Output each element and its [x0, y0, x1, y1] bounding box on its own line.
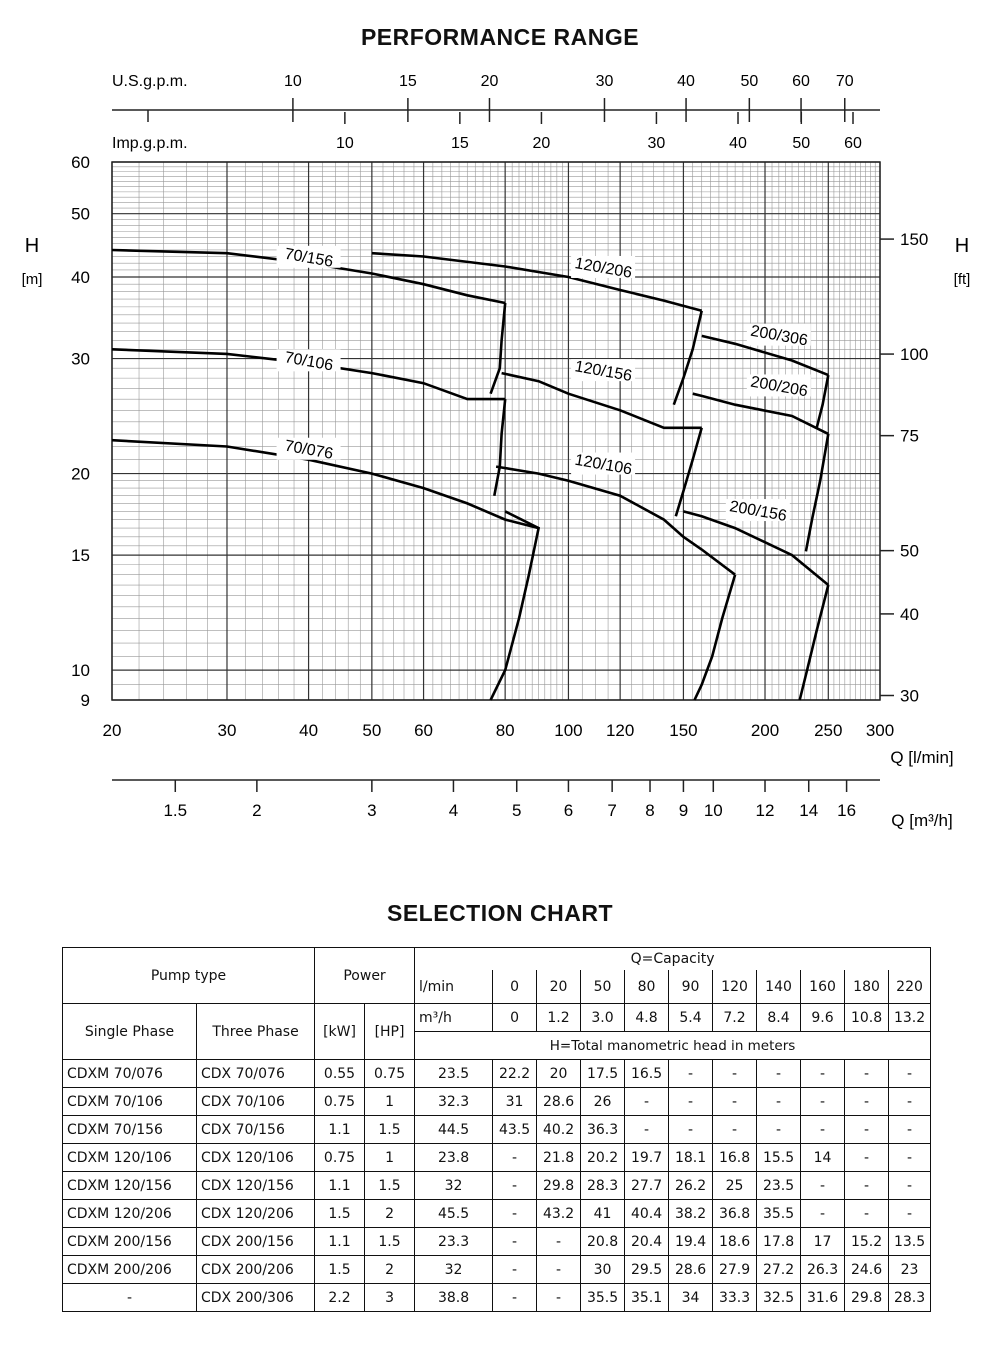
head-value: 43.5 — [493, 1116, 537, 1144]
x-tick-label: 30 — [217, 721, 237, 740]
chart-grid — [112, 162, 880, 700]
y-tick-label: 50 — [71, 204, 90, 224]
head-value: - — [801, 1088, 845, 1116]
us-gpm-tick-label: 60 — [792, 73, 810, 90]
m3h-value: 9.6 — [801, 1004, 845, 1032]
y-axis-symbol-right: H — [954, 235, 970, 257]
head-value: 28.6 — [669, 1256, 713, 1284]
head-value: 31 — [493, 1088, 537, 1116]
table-row — [63, 1088, 931, 1116]
head-value: - — [669, 1060, 713, 1088]
imp-gpm-label: Imp.g.p.m. — [112, 135, 188, 152]
us-gpm-label: U.S.g.p.m. — [112, 73, 188, 90]
imp-gpm-tick-label: 40 — [729, 135, 747, 152]
single-phase-model: CDXM 120/106 — [63, 1144, 197, 1172]
curve-label: 70/156 — [283, 245, 335, 271]
head-value: 40.2 — [537, 1116, 581, 1144]
head-value: 20 — [537, 1060, 581, 1088]
lmin-value: 50 — [581, 970, 625, 1003]
y-tick-label: 60 — [71, 153, 90, 172]
us-gpm-tick-label: 30 — [595, 73, 614, 90]
table-row — [63, 1116, 931, 1144]
head-value: 24.6 — [845, 1256, 889, 1284]
power-kw: 1.1 — [315, 1228, 365, 1256]
power-kw: 1.1 — [315, 1116, 365, 1144]
three-phase-model: CDX 120/156 — [197, 1172, 315, 1200]
power-hp: 1.5 — [365, 1172, 415, 1200]
head-value: 13.5 — [889, 1228, 931, 1256]
y-tick-label: 10 — [71, 661, 90, 681]
head-value: 23.5 — [757, 1172, 801, 1200]
head-value: - — [845, 1200, 889, 1228]
power-hp: 1.5 — [365, 1116, 415, 1144]
head-value: - — [493, 1228, 537, 1256]
head-value: - — [669, 1088, 713, 1116]
table-row — [63, 1060, 931, 1088]
head-value: 23.8 — [415, 1144, 493, 1172]
head-value: 14 — [801, 1144, 845, 1172]
m3h-value: 4.8 — [625, 1004, 669, 1032]
table-row — [63, 1144, 931, 1172]
m3h-tick-label: 10 — [703, 801, 723, 820]
curve-120-156 — [502, 373, 702, 428]
head-value: - — [493, 1172, 537, 1200]
head-value: - — [845, 1172, 889, 1200]
us-gpm-tick-label: 20 — [480, 73, 499, 90]
power-hp: 1 — [365, 1088, 415, 1116]
table-row — [63, 1200, 931, 1228]
lmin-value: 80 — [625, 970, 669, 1003]
head-value: - — [889, 1172, 931, 1200]
power-hp: 1 — [365, 1144, 415, 1172]
head-label: H=Total manometric head in meters — [415, 1032, 931, 1060]
head-value: 23.3 — [415, 1228, 493, 1256]
head-value: - — [801, 1200, 845, 1228]
y-axis-symbol-left: H — [24, 235, 40, 257]
head-value: 18.1 — [669, 1144, 713, 1172]
table-header-row — [63, 948, 931, 971]
m3h-value: 3.0 — [581, 1004, 625, 1032]
power-kw: 1.1 — [315, 1172, 365, 1200]
y-tick-label: 40 — [71, 267, 90, 287]
head-value: 23.5 — [415, 1060, 493, 1088]
head-value: 17.5 — [581, 1060, 625, 1088]
head-value: 30 — [581, 1256, 625, 1284]
table-row — [63, 1256, 931, 1284]
three-phase-header: Three Phase — [197, 1004, 315, 1060]
x-tick-label: 100 — [554, 721, 583, 740]
x-tick-label: 20 — [102, 721, 122, 740]
power-kw: 1.5 — [315, 1200, 365, 1228]
head-value: - — [889, 1116, 931, 1144]
head-value: - — [801, 1116, 845, 1144]
power-kw: 0.75 — [315, 1088, 365, 1116]
head-value: - — [669, 1116, 713, 1144]
head-value: - — [713, 1060, 757, 1088]
head-value: - — [801, 1172, 845, 1200]
curve-120-206 — [372, 253, 702, 311]
head-value: - — [757, 1088, 801, 1116]
lmin-value: 140 — [757, 970, 801, 1003]
head-value: 18.6 — [713, 1228, 757, 1256]
head-value: 17.8 — [757, 1228, 801, 1256]
power-hp: 2 — [365, 1256, 415, 1284]
table-row — [63, 1172, 931, 1200]
head-value: - — [625, 1116, 669, 1144]
ft-tick-label: 150 — [900, 230, 929, 250]
three-phase-model: CDX 200/206 — [197, 1256, 315, 1284]
ft-tick-label: 75 — [900, 426, 919, 446]
head-value: 41 — [581, 1200, 625, 1228]
m3h-value: 7.2 — [713, 1004, 757, 1032]
chart-title: PERFORMANCE RANGE — [360, 24, 640, 50]
head-value: 38.2 — [669, 1200, 713, 1228]
head-value: 21.8 — [537, 1144, 581, 1172]
three-phase-model: CDX 120/206 — [197, 1200, 315, 1228]
ft-tick-label: 30 — [900, 686, 919, 706]
head-value: - — [625, 1088, 669, 1116]
chart-curves — [112, 250, 828, 700]
single-phase-model: CDXM 120/156 — [63, 1172, 197, 1200]
curve-label: 120/206 — [573, 255, 634, 282]
x-tick-label: 120 — [605, 721, 635, 740]
imp-gpm-tick-label: 50 — [792, 135, 811, 152]
kw-header: [kW] — [315, 1004, 365, 1060]
curve-label: 120/156 — [573, 358, 634, 386]
head-value: 31.6 — [801, 1284, 845, 1312]
imp-gpm-tick-label: 15 — [450, 135, 469, 152]
x-tick-label: 250 — [814, 721, 843, 740]
head-value: 28.3 — [581, 1172, 625, 1200]
ft-tick-label: 50 — [900, 541, 919, 561]
head-value: 27.2 — [757, 1256, 801, 1284]
head-value: - — [845, 1088, 889, 1116]
m3h-tick-label: 2 — [252, 801, 262, 820]
m3h-tick-label: 9 — [678, 801, 689, 820]
head-value: - — [845, 1144, 889, 1172]
three-phase-model: CDX 200/306 — [197, 1284, 315, 1312]
head-value: - — [889, 1088, 931, 1116]
power-kw: 1.5 — [315, 1256, 365, 1284]
x-tick-label: 200 — [750, 721, 780, 740]
head-value: 28.6 — [537, 1088, 581, 1116]
lmin-value: 20 — [537, 970, 581, 1003]
imp-gpm-tick-label: 10 — [335, 135, 354, 152]
lmin-value: 120 — [713, 970, 757, 1003]
curve-200-206 — [693, 394, 829, 434]
head-value: 15.5 — [757, 1144, 801, 1172]
three-phase-model: CDX 70/156 — [197, 1116, 315, 1144]
us-gpm-tick-label: 50 — [740, 73, 759, 90]
x-tick-label: 40 — [299, 721, 319, 740]
power-hp: 3 — [365, 1284, 415, 1312]
lmin-value: 90 — [669, 970, 713, 1003]
head-value: - — [493, 1200, 537, 1228]
single-phase-header: Single Phase — [63, 1004, 197, 1060]
head-value: 26 — [581, 1088, 625, 1116]
curve-edge-70-106 — [494, 399, 505, 496]
m3h-tick-label: 12 — [755, 801, 775, 820]
m3h-axis-label: Q [m³/h] — [891, 811, 953, 830]
head-value: - — [713, 1116, 757, 1144]
power-kw: 0.75 — [315, 1144, 365, 1172]
m3h-tick-label: 7 — [607, 801, 617, 820]
head-value: 43.2 — [537, 1200, 581, 1228]
m3h-tick-label: 5 — [511, 801, 522, 820]
head-value: 40.4 — [625, 1200, 669, 1228]
single-phase-model: CDXM 200/156 — [63, 1228, 197, 1256]
head-value: 16.8 — [713, 1144, 757, 1172]
x-tick-label: 50 — [362, 721, 382, 740]
capacity-header: Q=Capacity — [415, 948, 931, 971]
y-tick-label: 9 — [80, 691, 90, 710]
curve-label: 70/106 — [283, 349, 335, 375]
curve-label: 70/076 — [283, 437, 335, 463]
head-value: 35.5 — [581, 1284, 625, 1312]
single-phase-model: CDXM 70/076 — [63, 1060, 197, 1088]
head-value: 20.2 — [581, 1144, 625, 1172]
head-value: 35.1 — [625, 1284, 669, 1312]
selection-table — [62, 947, 931, 1312]
head-value: 36.3 — [581, 1116, 625, 1144]
head-value: - — [757, 1060, 801, 1088]
power-hp: 1.5 — [365, 1228, 415, 1256]
y-axis-unit-left: [m] — [21, 271, 43, 288]
head-value: 38.8 — [415, 1284, 493, 1312]
head-value: - — [757, 1116, 801, 1144]
m3h-value: 5.4 — [669, 1004, 713, 1032]
y-axis-unit-right: [ft] — [953, 271, 971, 288]
three-phase-model: CDX 70/076 — [197, 1060, 315, 1088]
y-tick-label: 30 — [71, 349, 90, 369]
head-value: - — [537, 1256, 581, 1284]
chart-labels — [277, 246, 811, 525]
head-value: 29.8 — [537, 1172, 581, 1200]
m3h-value: 13.2 — [889, 1004, 931, 1032]
head-value: 44.5 — [415, 1116, 493, 1144]
us-gpm-tick-label: 10 — [284, 73, 302, 90]
head-value: - — [845, 1060, 889, 1088]
m3h-tick-label: 6 — [563, 801, 574, 820]
head-value: 35.5 — [757, 1200, 801, 1228]
m3h-value: 8.4 — [757, 1004, 801, 1032]
lmin-value: 220 — [889, 970, 931, 1003]
m3h-tick-label: 16 — [837, 801, 857, 820]
table-row — [63, 1284, 931, 1312]
imp-gpm-tick-label: 60 — [844, 135, 862, 152]
curve-label: 120/106 — [573, 451, 634, 479]
head-value: - — [889, 1144, 931, 1172]
us-gpm-tick-label: 70 — [835, 73, 854, 90]
ft-tick-label: 40 — [900, 604, 919, 624]
pump-type-header: Pump type — [63, 948, 315, 1004]
power-hp: 2 — [365, 1200, 415, 1228]
us-gpm-tick-label: 15 — [398, 73, 417, 90]
head-value: 32 — [415, 1172, 493, 1200]
power-header: Power — [315, 948, 415, 1004]
selection-chart-title: SELECTION CHART — [387, 900, 613, 926]
lmin-value: 0 — [493, 970, 537, 1003]
single-phase-model: - — [63, 1284, 197, 1312]
head-value: 32.5 — [757, 1284, 801, 1312]
x-tick-label: 150 — [669, 721, 698, 740]
lmin-value: 180 — [845, 970, 889, 1003]
power-kw: 2.2 — [315, 1284, 365, 1312]
curve-label: 200/156 — [728, 498, 789, 525]
head-value: 19.7 — [625, 1144, 669, 1172]
head-value: - — [537, 1284, 581, 1312]
head-value: 34 — [669, 1284, 713, 1312]
lmin-label: l/min — [415, 970, 493, 1003]
m3h-tick-label: 4 — [448, 801, 459, 820]
head-value: 29.8 — [845, 1284, 889, 1312]
m3h-tick-label: 8 — [645, 801, 655, 820]
head-value: 29.5 — [625, 1256, 669, 1284]
head-value: 27.9 — [713, 1256, 757, 1284]
three-phase-model: CDX 200/156 — [197, 1228, 315, 1256]
head-value: - — [493, 1144, 537, 1172]
head-value: - — [889, 1200, 931, 1228]
head-value: - — [537, 1228, 581, 1256]
head-value: - — [713, 1088, 757, 1116]
lmin-value: 160 — [801, 970, 845, 1003]
power-hp: 0.75 — [365, 1060, 415, 1088]
curve-edge-200-206 — [806, 434, 828, 552]
head-value: - — [889, 1060, 931, 1088]
imp-gpm-tick-label: 30 — [647, 135, 666, 152]
head-value: - — [493, 1284, 537, 1312]
ft-tick-label: 100 — [900, 345, 929, 365]
head-value: - — [493, 1256, 537, 1284]
m3h-tick-label: 3 — [367, 801, 377, 820]
curve-edge-120-206 — [674, 311, 702, 405]
x-axis-label: Q [l/min] — [890, 748, 954, 767]
head-value: 27.7 — [625, 1172, 669, 1200]
m3h-value: 10.8 — [845, 1004, 889, 1032]
head-value: 16.5 — [625, 1060, 669, 1088]
y-tick-label: 15 — [71, 546, 90, 566]
curve-label: 200/206 — [749, 373, 810, 401]
head-value: 19.4 — [669, 1228, 713, 1256]
single-phase-model: CDXM 70/106 — [63, 1088, 197, 1116]
head-value: 26.2 — [669, 1172, 713, 1200]
head-value: 20.8 — [581, 1228, 625, 1256]
single-phase-model: CDXM 120/206 — [63, 1200, 197, 1228]
head-value: 15.2 — [845, 1228, 889, 1256]
m3h-tick-label: 14 — [799, 801, 819, 820]
m3h-tick-label: 1.5 — [163, 801, 188, 820]
head-value: 45.5 — [415, 1200, 493, 1228]
head-value: 20.4 — [625, 1228, 669, 1256]
x-tick-label: 80 — [495, 721, 515, 740]
table-row — [63, 1228, 931, 1256]
head-value: 22.2 — [493, 1060, 537, 1088]
head-value: 17 — [801, 1228, 845, 1256]
curve-edge-120-106 — [695, 575, 736, 700]
single-phase-model: CDXM 200/206 — [63, 1256, 197, 1284]
curve-label: 200/306 — [749, 322, 810, 350]
m3h-label: m³/h — [415, 1004, 493, 1032]
head-value: - — [845, 1116, 889, 1144]
head-value: 25 — [713, 1172, 757, 1200]
imp-gpm-tick-label: 20 — [532, 135, 551, 152]
head-value: 23 — [889, 1256, 931, 1284]
curve-edge-120-156 — [676, 428, 702, 517]
head-value: 32 — [415, 1256, 493, 1284]
table-header-row — [63, 1004, 931, 1032]
m3h-value: 0 — [493, 1004, 537, 1032]
m3h-value: 1.2 — [537, 1004, 581, 1032]
head-value: 26.3 — [801, 1256, 845, 1284]
y-tick-label: 20 — [71, 464, 90, 484]
x-tick-label: 60 — [414, 721, 434, 740]
power-kw: 0.55 — [315, 1060, 365, 1088]
head-value: 36.8 — [713, 1200, 757, 1228]
us-gpm-tick-label: 40 — [677, 73, 695, 90]
head-value: 33.3 — [713, 1284, 757, 1312]
head-value: - — [801, 1060, 845, 1088]
hp-header: [HP] — [365, 1004, 415, 1060]
single-phase-model: CDXM 70/156 — [63, 1116, 197, 1144]
head-value: 28.3 — [889, 1284, 931, 1312]
curve-edge-200-156 — [800, 585, 829, 700]
three-phase-model: CDX 120/106 — [197, 1144, 315, 1172]
three-phase-model: CDX 70/106 — [197, 1088, 315, 1116]
x-tick-label: 300 — [865, 721, 895, 740]
head-value: 32.3 — [415, 1088, 493, 1116]
